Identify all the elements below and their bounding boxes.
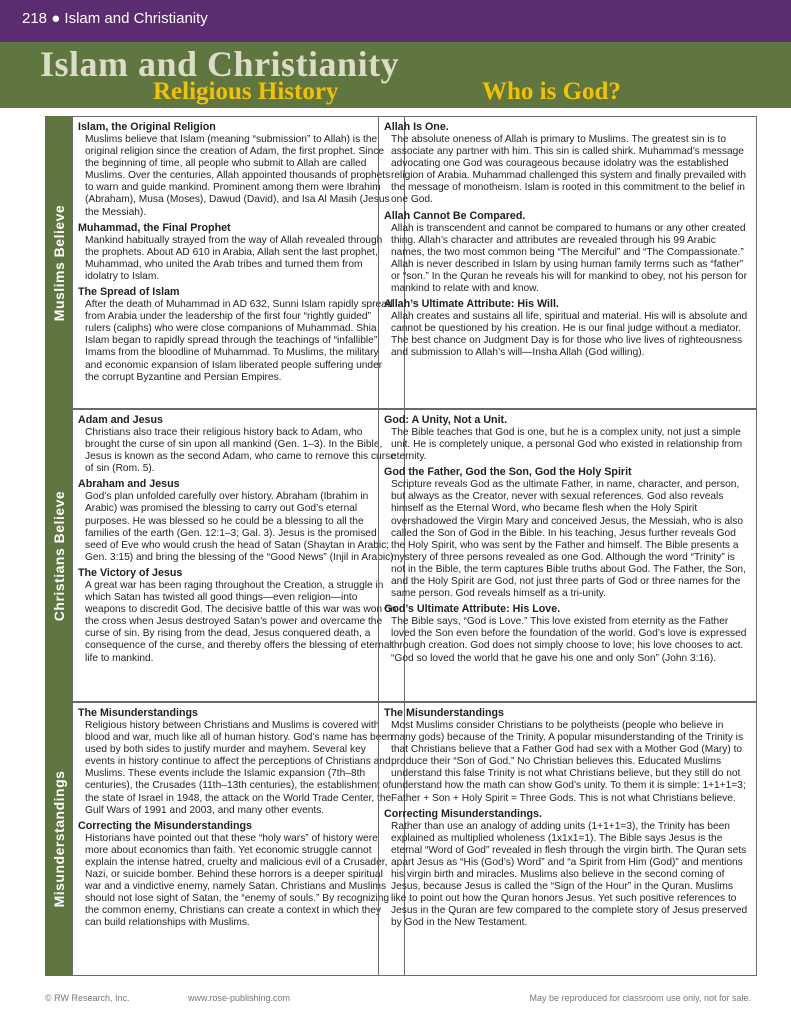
section-heading: Correcting the Misunderstandings: [78, 819, 252, 832]
section-heading: Muhammad, the Final Prophet: [78, 221, 231, 234]
section: [384, 121, 750, 207]
section: [78, 567, 398, 665]
row-label: [45, 116, 72, 409]
section-text: A great war has been raging throughout the Creation, a struggle in which Satan has twisted all good things—even religion—into weapons to discredit God. The decisive battle of this war was won on the cross when Jesus destroyed Satan’s power and overcame the curse of sin. By rising from the dead, Jesus conquered death, a consequence of the curse, and thereby offers the blessing of eternal life to mankind.: [85, 579, 397, 664]
section-text: The absolute oneness of Allah is primary to Muslims. The greatest sin is to associate any partner with him. This sin is called shirk. Muhammad’s message advocating one God was courageous because idolatry was the established religion of Arabia. Muhammad challenged this system and finally prevailed with the message of monotheism. Islam is rooted in this commitment to the belief in one God.: [391, 134, 747, 206]
footer-notice: May be reproduced for classroom use only, not for sale.: [529, 993, 751, 1003]
section-text: Christians also trace their religious history back to Adam, who brought the curse of sin upon all mankind (Gen. 1–3). In the Bible, Jesus is known as the second Adam, who came to remove this curse of sin (Rom. 5).: [85, 427, 396, 475]
section-heading: God’s Ultimate Attribute: His Love.: [384, 603, 561, 616]
comparison-grid: [45, 116, 756, 976]
section-text: Most Muslims consider Christians to be polytheists (people who believe in many gods) because of the Trinity. A popular misunderstanding of the Trinity is that Christians believe that a Father God had sex with a Mother God (Mary) to produce their “Son of God.” No Christian believes this. Educated Muslims understand this false Trinity is not what Christians believe, but they still do not understand how the math can show God’s unity. To them it is simple: 1+1+1=3; Father + Son + Holy Spirit = Three Gods. This is not what Christians believe.: [391, 720, 746, 804]
section-text: Religious history between Christians and Muslims is covered with blood and war, much like all of human history. God’s name has been used by both sides to justify murder and mayhem. Several key events in history continue to affect the perceptions of Christians and Muslims. These events include the Islamic expansion (7th–8th centuries), the Crusades (11th–13th centuries), the establishment of the state of Israel in 1948, the attack on the World Trade Center, the Gulf Wars of 1991 and 2003, and many other events.: [85, 720, 393, 816]
section-text: Historians have pointed out that these “holy wars” of history were more about economics than faith. Yet economic struggle cannot explain the intense hatred, cruelty and malicious evil of a Crusader, Nazi, or suicide bomber. Behind these horrors is a deeper spiritual war and a vindictive enemy, namely Satan. Christians and Muslims should not lose sight of Satan, the “enemy of souls.” By recognizing the common enemy, Christians can create a context in which they can build relationships with Muslims.: [85, 832, 390, 929]
page-number: 218 ● Islam and Christianity: [22, 10, 208, 27]
footer-copyright: © RW Research, Inc.: [45, 993, 130, 1003]
main-title: Islam and Christianity: [40, 44, 400, 84]
row-muslims-believe: [45, 116, 756, 409]
section-heading: Allah Cannot Be Compared.: [384, 209, 526, 222]
row-christians-believe: [45, 409, 756, 702]
section: [78, 222, 398, 283]
section: [78, 414, 398, 475]
section: [78, 820, 398, 930]
cell-god: [378, 702, 757, 976]
section: [384, 603, 750, 664]
section-heading: Adam and Jesus: [78, 414, 163, 426]
section-text: The Bible teaches that God is one, but he is a complex unity, not just a simple unit. He is completely unique, a personal God who existed in relationship from eternity.: [391, 427, 743, 463]
column-heading-god: Who is God?: [482, 78, 621, 105]
section: [78, 121, 398, 219]
cell-god: [378, 116, 757, 409]
section-text: After the death of Muhammad in AD 632, Sunni Islam rapidly spread from Arabia under the leadership of the first four “rightly guided” rulers (caliphs) who were close companions of Muhammad. Shia Islam began to rapidly spread through the teachings of “infallible” Imams from the bloodline of Muhammad. To Muslims, the military and economic expansion of Islam liberated people suffering under the corrupt Byzantine and Persian Empires.: [85, 299, 393, 383]
section: [78, 478, 398, 564]
section-heading: The Misunderstandings: [384, 707, 504, 719]
row-label-text: Muslims Believe: [50, 204, 67, 321]
row-misunderstandings: [45, 702, 756, 976]
section-heading: The Victory of Jesus: [78, 566, 183, 579]
section: [384, 210, 750, 296]
section-heading: Abraham and Jesus: [78, 478, 180, 491]
section-text: Allah is transcendent and cannot be compared to humans or any other created thing. Allah’s character and attributes are revealed through his 99 Arabic names, the two most common being “The Merciful” and “The Compassionate.” Allah is never described in Islam by using human family terms such as “father” or “son.” In the Quran he reveals his will for mankind to obey, not his person for mankind to relate with and know.: [391, 222, 747, 295]
cell-history: [72, 702, 405, 976]
section-text: Allah creates and sustains all life, spiritual and material. His will is absolute and cannot be questioned by his creation. He is our final judge without a mediator. The best chance on Judgment Day is for those who live lives of righteousness and submission to Allah’s will—Insha Allah (God willing).: [391, 311, 748, 359]
section: [384, 298, 750, 359]
section-text: Scripture reveals God as the ultimate Father, in name, character, and person, but always as the Creator, never with sexual references. God also reveals himself as the Eternal Word, who became flesh when the Holy Spirit overshadowed the Virgin Mary and conceived Jesus, the Messiah, who is also called the Son of God in the Bible. In his teaching, Jesus further reveals God the Holy Spirit, who was sent by the Father and himself. The Bible presents a mystery of three persons revealed as one God. Although the word “Trinity” is not in the Bible, the term captures Bible truths about God. The Father, the Son, and the Holy Spirit are God, not just three parts of God or three names for the same person. God reveals himself as a tri-unity.: [391, 479, 746, 600]
row-label-text: Misunderstandings: [50, 770, 67, 908]
section-heading: God: A Unity, Not a Unit.: [384, 414, 508, 426]
column-heading-history: Religious History: [153, 78, 339, 105]
section: [384, 466, 750, 600]
section-heading: God the Father, God the Son, God the Holy Spirit: [384, 466, 632, 479]
section-heading: The Spread of Islam: [78, 286, 180, 299]
section-text: Rather than use an analogy of adding units (1+1+1=3), the Trinity has been explained as multiplied wholeness (1x1x1=1). The Bible says Jesus is the eternal “Word of God” revealed in flesh through the virgin birth. The Quran sets apart Jesus as “His (God’s) Word” and “a Spirit from Him (God)” and mentions his virgin birth and miracles. Muslims also believe in the second coming of Jesus, because Jesus is called the “Sign of the Hour” in the Quran. Muslims like to point out how the Quran honors Jesus. Yet such positive references to Jesus in the Quran are few compared to the complete story of Jesus preserved by God in the New Testament.: [391, 820, 748, 929]
section: [78, 286, 398, 384]
section: [384, 414, 750, 463]
row-label: [45, 409, 72, 702]
section-heading: Islam, the Original Religion: [78, 121, 216, 133]
section-heading: The Misunderstandings: [78, 707, 198, 719]
section: [384, 707, 750, 805]
section-text: Mankind habitually strayed from the way of Allah revealed through the prophets. About AD 610 in Arabia, Allah sent the last prophet, Muhammad, who united the Arab tribes and turned them from idolatry to Islam.: [85, 234, 383, 282]
title-banner: [0, 42, 791, 108]
section: [78, 707, 398, 817]
section-text: Muslims believe that Islam (meaning “submission” to Allah) is the original religion since the creation of Adam, the first prophet. Since the beginning of time, all people who submit to Allah are called Muslims. Over the centuries, Allah appointed thousands of prophets to warn and guide mankind. Prominent among them were Ibrahim (Abraham), Musa (Moses), Dawud (David), and Isa Al Masih (Jesus the Messiah).: [85, 134, 391, 218]
row-label: [45, 702, 72, 976]
cell-history: [72, 409, 405, 702]
cell-history: [72, 116, 405, 409]
top-bar: [0, 0, 791, 42]
section-heading: Correcting Misunderstandings.: [384, 807, 542, 820]
section-heading: Allah Is One.: [384, 121, 449, 133]
cell-god: [378, 409, 757, 702]
section-text: God’s plan unfolded carefully over history. Abraham (Ibrahim in Arabic) was promised the blessing to carry out God’s eternal purposes. He was blessed so he could be a blessing to all the families of the earth (Gen. 12:1–3; Gal. 3). Jesus is the promised seed of Eve who would crush the head of Satan (Shaytan in Arabic; Gen. 3:15) and bring the blessing of the “Good News” (Injil in Arabic).: [85, 491, 397, 563]
section-text: The Bible says, “God is Love.” This love existed from eternity as the Father loved the Son even before the foundation of the world. God’s love is expressed through creation. God does not simply choose to love; his love chooses to act. “God so loved the world that he gave his one and only Son” (John 3:16).: [391, 616, 747, 664]
footer-website[interactable]: www.rose-publishing.com: [188, 993, 291, 1003]
section: [384, 808, 750, 930]
row-label-text: Christians Believe: [50, 490, 67, 621]
section-heading: Allah’s Ultimate Attribute: His Will.: [384, 298, 559, 311]
